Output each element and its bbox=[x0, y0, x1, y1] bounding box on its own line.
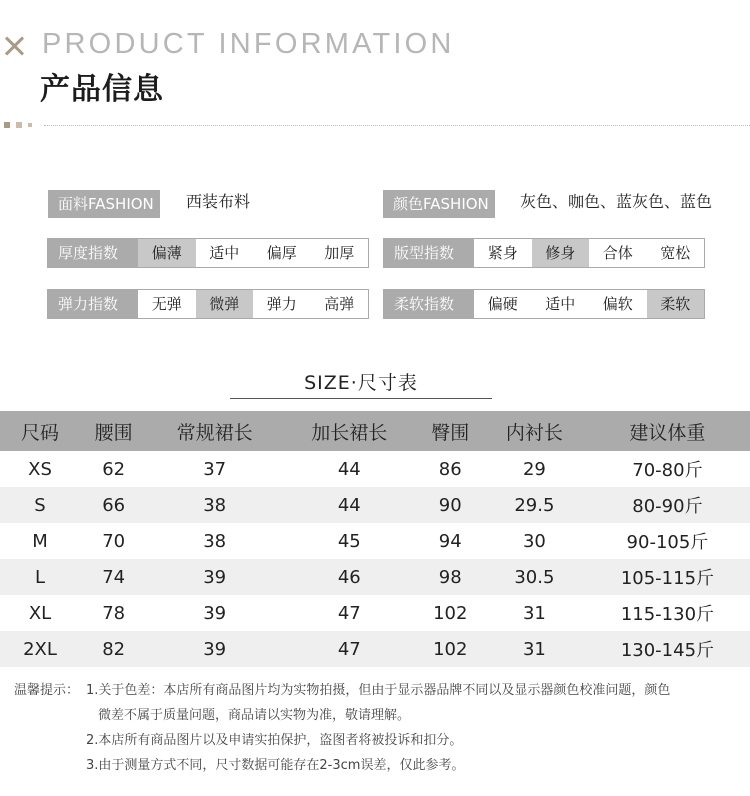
table-cell: 102 bbox=[433, 602, 468, 624]
fit-option-regular: 合体 bbox=[589, 239, 647, 267]
table-cell: 115-130斤 bbox=[620, 604, 715, 625]
fit-label: 版型指数 bbox=[384, 239, 474, 267]
fabric-value: 西装布料 bbox=[186, 192, 251, 211]
color-value: 灰色、咖色、蓝灰色、蓝色 bbox=[520, 192, 713, 211]
size-table-title: SIZE·尺寸表 bbox=[304, 372, 418, 394]
table-cell: 70-80斤 bbox=[632, 460, 703, 481]
softness-option-stiff: 偏硬 bbox=[474, 290, 532, 318]
thickness-option-thin: 偏薄 bbox=[138, 239, 196, 267]
softness-label: 柔软指数 bbox=[384, 290, 474, 318]
column-header: 常规裙长 bbox=[147, 411, 282, 451]
column-header: 内衬长 bbox=[484, 411, 585, 451]
fabric-label: 面料FASHION bbox=[48, 190, 160, 218]
table-cell: 105-115斤 bbox=[585, 559, 750, 595]
table-cell: 130-145斤 bbox=[585, 631, 750, 667]
table-cell: 29 bbox=[522, 458, 546, 480]
fit-option-loose: 宽松 bbox=[647, 239, 705, 267]
thickness-label: 厚度指数 bbox=[48, 239, 138, 267]
note-line-1b: 微差不属于质量问题，商品请以实物为准，敬请理解。 bbox=[98, 708, 411, 723]
table-header-row bbox=[0, 411, 750, 451]
elasticity-label: 弹力指数 bbox=[48, 290, 138, 318]
fit-option-tight: 紧身 bbox=[474, 239, 532, 267]
table-cell: 94 bbox=[438, 530, 462, 552]
dotted-divider bbox=[44, 125, 750, 126]
table-cell: 39 bbox=[203, 602, 227, 624]
notes-heading: 温馨提示： bbox=[14, 683, 80, 698]
softness-scale bbox=[383, 289, 705, 319]
table-cell: S bbox=[0, 487, 80, 523]
table-cell: 80-90斤 bbox=[585, 487, 750, 523]
table-cell: XL bbox=[28, 602, 52, 624]
table-row bbox=[0, 487, 750, 523]
close-x-decoration-icon bbox=[4, 36, 24, 56]
table-cell: 47 bbox=[282, 631, 417, 667]
column-header: 加长裙长 bbox=[282, 411, 417, 451]
elasticity-option-none: 无弹 bbox=[138, 290, 196, 318]
column-header: 腰围 bbox=[80, 411, 147, 451]
column-header: 尺码 bbox=[0, 411, 80, 451]
table-cell: 44 bbox=[282, 487, 417, 523]
thickness-option-thick: 偏厚 bbox=[253, 239, 311, 267]
column-header: 臀围 bbox=[417, 411, 484, 451]
softness-option-medium: 适中 bbox=[532, 290, 590, 318]
elasticity-option-high: 高弹 bbox=[311, 290, 369, 318]
note-line-3: 3.由于测量方式不同，尺寸数据可能存在2-3cm误差，仅此参考。 bbox=[86, 758, 465, 773]
table-cell: 2XL bbox=[0, 631, 80, 667]
table-cell: 62 bbox=[102, 458, 126, 480]
table-cell: 82 bbox=[80, 631, 147, 667]
section-title-en: PRODUCT INFORMATION bbox=[42, 28, 455, 60]
table-cell: 102 bbox=[417, 631, 484, 667]
softness-option-soft: 偏软 bbox=[589, 290, 647, 318]
size-title-underline bbox=[230, 398, 492, 399]
section-title-cn: 产品信息 bbox=[40, 72, 164, 107]
table-cell: 47 bbox=[337, 602, 361, 624]
table-row bbox=[0, 523, 750, 559]
note-line-1: 1.关于色差：本店所有商品图片均为实物拍摄，但由于显示器品牌不同以及显示器颜色校准问题，颜色 bbox=[86, 683, 671, 698]
table-row bbox=[0, 595, 750, 631]
table-row bbox=[0, 631, 750, 667]
table-cell: 90-105斤 bbox=[626, 532, 709, 553]
table-cell: 31 bbox=[522, 602, 546, 624]
table-row bbox=[0, 451, 750, 487]
table-cell: 46 bbox=[282, 559, 417, 595]
table-cell: 90 bbox=[417, 487, 484, 523]
fit-scale bbox=[383, 238, 705, 268]
elasticity-scale bbox=[47, 289, 369, 319]
color-label: 颜色FASHION bbox=[383, 190, 495, 218]
thickness-option-extra-thick: 加厚 bbox=[311, 239, 369, 267]
table-cell: 45 bbox=[337, 530, 361, 552]
table-cell: 98 bbox=[417, 559, 484, 595]
table-cell: L bbox=[0, 559, 80, 595]
table-row bbox=[0, 559, 750, 595]
table-cell: 39 bbox=[147, 559, 282, 595]
table-cell: 86 bbox=[438, 458, 462, 480]
table-cell: 70 bbox=[102, 530, 126, 552]
table-cell: XS bbox=[28, 458, 52, 480]
thickness-scale bbox=[47, 238, 369, 268]
table-cell: 29.5 bbox=[484, 487, 585, 523]
table-cell: 38 bbox=[147, 487, 282, 523]
note-line-2: 2.本店所有商品图片以及申请实拍保护，盗图者将被投诉和扣分。 bbox=[86, 733, 463, 748]
elasticity-option-stretch: 弹力 bbox=[253, 290, 311, 318]
column-header: 建议体重 bbox=[585, 411, 750, 451]
table-cell: 66 bbox=[80, 487, 147, 523]
softness-option-very-soft: 柔软 bbox=[647, 290, 705, 318]
thickness-option-medium: 适中 bbox=[196, 239, 254, 267]
table-cell: M bbox=[32, 530, 48, 552]
elasticity-option-slight: 微弹 bbox=[196, 290, 254, 318]
table-cell: 39 bbox=[147, 631, 282, 667]
table-cell: 38 bbox=[203, 530, 227, 552]
table-cell: 31 bbox=[484, 631, 585, 667]
table-cell: 74 bbox=[80, 559, 147, 595]
table-cell: 37 bbox=[203, 458, 227, 480]
fit-option-slim: 修身 bbox=[532, 239, 590, 267]
decorative-dots bbox=[4, 122, 38, 128]
table-cell: 44 bbox=[337, 458, 361, 480]
table-cell: 30 bbox=[522, 530, 546, 552]
table-cell: 78 bbox=[102, 602, 126, 624]
table-cell: 30.5 bbox=[484, 559, 585, 595]
size-table bbox=[0, 411, 750, 667]
